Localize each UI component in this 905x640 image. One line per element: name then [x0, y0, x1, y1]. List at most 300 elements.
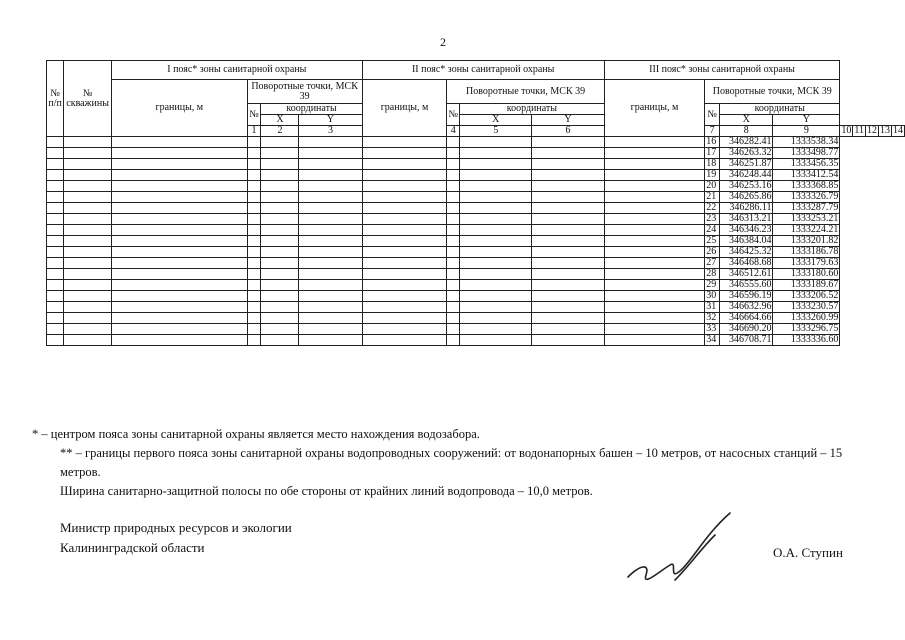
table-row	[47, 192, 905, 203]
empty-cell	[64, 181, 112, 192]
table-row	[47, 302, 905, 313]
empty-cell	[111, 236, 247, 247]
point-number-cell: 32	[705, 313, 720, 324]
empty-cell	[299, 159, 362, 170]
empty-cell	[362, 170, 447, 181]
empty-cell	[64, 203, 112, 214]
empty-cell	[299, 258, 362, 269]
empty-cell	[447, 159, 460, 170]
column-number-1: 1	[247, 126, 261, 137]
header-num-3: №	[705, 104, 720, 126]
column-number-10: 10	[841, 125, 852, 136]
empty-cell	[64, 159, 112, 170]
empty-cell	[460, 302, 532, 313]
coord-x-cell: 346253.16	[720, 181, 773, 192]
column-number-4: 4	[447, 126, 460, 137]
coord-x-cell: 346690.20	[720, 324, 773, 335]
empty-cell	[447, 214, 460, 225]
coord-y-cell: 1333368.85	[773, 181, 840, 192]
coord-y-cell: 1333498.77	[773, 148, 840, 159]
coord-x-cell: 346263.32	[720, 148, 773, 159]
coord-x-cell: 346512.61	[720, 269, 773, 280]
empty-cell	[604, 225, 705, 236]
empty-cell	[460, 203, 532, 214]
coord-x-cell: 346664.66	[720, 313, 773, 324]
empty-cell	[299, 313, 362, 324]
empty-cell	[261, 280, 299, 291]
empty-cell	[604, 236, 705, 247]
empty-cell	[247, 214, 261, 225]
coord-y-cell: 1333206.52	[773, 291, 840, 302]
empty-cell	[47, 258, 64, 269]
empty-cell	[362, 313, 447, 324]
empty-cell	[532, 159, 604, 170]
point-number-cell: 29	[705, 280, 720, 291]
empty-cell	[247, 236, 261, 247]
table-row	[47, 280, 905, 291]
table-row	[47, 203, 905, 214]
empty-cell	[362, 192, 447, 203]
empty-cell	[111, 291, 247, 302]
empty-cell	[532, 324, 604, 335]
empty-cell	[460, 335, 532, 346]
table-row	[47, 137, 905, 148]
column-number-2: 2	[261, 126, 299, 137]
empty-cell	[47, 137, 64, 148]
coord-y-cell: 1333253.21	[773, 214, 840, 225]
empty-cell	[111, 280, 247, 291]
empty-cell	[111, 192, 247, 203]
empty-cell	[299, 247, 362, 258]
empty-cell	[111, 214, 247, 225]
point-number-cell: 17	[705, 148, 720, 159]
empty-cell	[111, 170, 247, 181]
empty-cell	[460, 192, 532, 203]
empty-cell	[362, 335, 447, 346]
table-row	[47, 159, 905, 170]
empty-cell	[604, 313, 705, 324]
empty-cell	[247, 313, 261, 324]
table-row	[47, 225, 905, 236]
empty-cell	[247, 203, 261, 214]
coord-x-cell: 346384.04	[720, 236, 773, 247]
empty-cell	[64, 324, 112, 335]
empty-cell	[261, 313, 299, 324]
coord-y-cell: 1333201.82	[773, 236, 840, 247]
empty-cell	[47, 236, 64, 247]
empty-cell	[362, 225, 447, 236]
empty-cell	[111, 247, 247, 258]
empty-cell	[447, 192, 460, 203]
empty-cell	[247, 159, 261, 170]
empty-cell	[604, 170, 705, 181]
point-number-cell: 19	[705, 170, 720, 181]
coord-x-cell: 346346.23	[720, 225, 773, 236]
empty-cell	[460, 258, 532, 269]
header-points-1: Поворотные точки, МСК 39	[247, 80, 362, 104]
empty-cell	[261, 137, 299, 148]
empty-cell	[247, 247, 261, 258]
empty-cell	[247, 335, 261, 346]
empty-cell	[532, 302, 604, 313]
empty-cell	[604, 335, 705, 346]
coord-x-cell: 346468.68	[720, 258, 773, 269]
empty-cell	[247, 225, 261, 236]
empty-cell	[47, 280, 64, 291]
table-row	[47, 269, 905, 280]
empty-cell	[604, 148, 705, 159]
empty-cell	[299, 302, 362, 313]
empty-cell	[532, 225, 604, 236]
empty-cell	[460, 137, 532, 148]
empty-cell	[447, 181, 460, 192]
table-row	[47, 170, 905, 181]
empty-cell	[47, 225, 64, 236]
coord-x-cell: 346425.32	[720, 247, 773, 258]
empty-cell	[261, 203, 299, 214]
empty-cell	[299, 203, 362, 214]
coord-y-cell: 1333412.54	[773, 170, 840, 181]
empty-cell	[47, 335, 64, 346]
empty-cell	[532, 137, 604, 148]
empty-cell	[64, 258, 112, 269]
empty-cell	[299, 236, 362, 247]
point-number-cell: 21	[705, 192, 720, 203]
empty-cell	[460, 236, 532, 247]
coord-x-cell: 346265.86	[720, 192, 773, 203]
column-number-5: 5	[460, 126, 532, 137]
header-no-well: № скважины	[64, 61, 112, 137]
page-number: 2	[440, 35, 446, 49]
table-row	[47, 313, 905, 324]
empty-cell	[447, 302, 460, 313]
signer-name: О.А. Ступин	[773, 545, 843, 560]
coord-y-cell: 1333186.78	[773, 247, 840, 258]
table-row	[47, 258, 905, 269]
empty-cell	[447, 170, 460, 181]
coord-x-cell: 346286.11	[720, 203, 773, 214]
table-row	[47, 148, 905, 159]
empty-cell	[604, 302, 705, 313]
empty-cell	[47, 214, 64, 225]
sanitary-zones-table	[46, 60, 905, 346]
point-number-cell: 27	[705, 258, 720, 269]
empty-cell	[604, 181, 705, 192]
coord-x-cell: 346248.44	[720, 170, 773, 181]
empty-cell	[299, 214, 362, 225]
coord-y-cell: 1333260.99	[773, 313, 840, 324]
empty-cell	[447, 269, 460, 280]
empty-cell	[362, 137, 447, 148]
empty-cell	[604, 324, 705, 335]
point-number-cell: 20	[705, 181, 720, 192]
point-number-cell: 22	[705, 203, 720, 214]
empty-cell	[532, 214, 604, 225]
coord-y-cell: 1333287.79	[773, 203, 840, 214]
column-number-13: 13	[880, 125, 890, 136]
empty-cell	[447, 258, 460, 269]
empty-cell	[47, 192, 64, 203]
empty-cell	[64, 247, 112, 258]
coord-y-cell: 1333336.60	[773, 335, 840, 346]
empty-cell	[261, 236, 299, 247]
empty-cell	[64, 291, 112, 302]
coord-y-cell: 1333179.63	[773, 258, 840, 269]
point-number-cell: 30	[705, 291, 720, 302]
empty-cell	[247, 269, 261, 280]
empty-cell	[299, 269, 362, 280]
empty-cell	[247, 291, 261, 302]
coord-y-cell: 1333180.60	[773, 269, 840, 280]
table-row	[47, 181, 905, 192]
empty-cell	[261, 324, 299, 335]
column-number-6: 6	[532, 126, 604, 137]
column-number-12: 12	[867, 125, 877, 136]
empty-cell	[460, 225, 532, 236]
empty-cell	[460, 280, 532, 291]
header-x-2: X	[460, 115, 532, 126]
empty-cell	[111, 148, 247, 159]
column-number-3: 3	[299, 126, 362, 137]
footnotes	[32, 425, 872, 501]
empty-cell	[47, 302, 64, 313]
point-number-cell: 34	[705, 335, 720, 346]
empty-cell	[64, 302, 112, 313]
empty-cell	[261, 225, 299, 236]
point-number-cell: 31	[705, 302, 720, 313]
header-y-3: Y	[773, 115, 840, 126]
empty-cell	[460, 181, 532, 192]
empty-cell	[299, 335, 362, 346]
coord-y-cell: 1333296.75	[773, 324, 840, 335]
empty-cell	[299, 170, 362, 181]
empty-cell	[447, 280, 460, 291]
empty-cell	[532, 181, 604, 192]
empty-cell	[532, 192, 604, 203]
empty-cell	[460, 247, 532, 258]
header-coords-3: координаты	[720, 104, 840, 115]
coord-x-cell: 346282.41	[720, 137, 773, 148]
empty-cell	[247, 170, 261, 181]
empty-cell	[111, 137, 247, 148]
coord-x-cell: 346708.71	[720, 335, 773, 346]
empty-cell	[64, 269, 112, 280]
empty-cell	[64, 137, 112, 148]
column-number-9: 9	[773, 126, 840, 137]
empty-cell	[247, 192, 261, 203]
column-number-14: 14	[893, 125, 903, 136]
empty-cell	[47, 324, 64, 335]
empty-cell	[362, 181, 447, 192]
empty-cell	[247, 181, 261, 192]
empty-cell	[604, 203, 705, 214]
empty-cell	[261, 269, 299, 280]
footnote-2: ** – границы первого пояса зоны санитарной охраны водопроводных сооружений: от водонапорных башен – 10 метров, от насосных станций – 15 метров.	[60, 446, 843, 479]
empty-cell	[447, 137, 460, 148]
empty-cell	[362, 236, 447, 247]
empty-cell	[362, 269, 447, 280]
empty-cell	[47, 148, 64, 159]
column-number-8: 8	[720, 126, 773, 137]
empty-cell	[460, 313, 532, 324]
empty-cell	[604, 214, 705, 225]
empty-cell	[532, 236, 604, 247]
empty-cell	[261, 302, 299, 313]
header-num-2: №	[447, 104, 460, 126]
coord-y-cell: 1333224.21	[773, 225, 840, 236]
empty-cell	[261, 214, 299, 225]
empty-cell	[261, 192, 299, 203]
header-borders-3: границы, м	[604, 80, 705, 137]
header-num-1: №	[247, 104, 261, 126]
empty-cell	[111, 181, 247, 192]
empty-cell	[261, 181, 299, 192]
empty-cell	[261, 247, 299, 258]
empty-cell	[460, 291, 532, 302]
empty-cell	[64, 170, 112, 181]
table-row	[47, 247, 905, 258]
empty-cell	[447, 148, 460, 159]
empty-cell	[362, 214, 447, 225]
empty-cell	[247, 280, 261, 291]
empty-cell	[299, 291, 362, 302]
empty-cell	[532, 258, 604, 269]
empty-cell	[261, 148, 299, 159]
empty-cell	[532, 280, 604, 291]
footnote-3: Ширина санитарно-защитной полосы по обе стороны от крайних линий водопровода – 10,0 метров.	[60, 484, 593, 498]
header-coords-1: координаты	[261, 104, 362, 115]
empty-cell	[111, 159, 247, 170]
coord-y-cell: 1333230.57	[773, 302, 840, 313]
table-row	[47, 291, 905, 302]
empty-cell	[247, 137, 261, 148]
point-number-cell: 26	[705, 247, 720, 258]
coord-y-cell: 1333189.67	[773, 280, 840, 291]
empty-cell	[460, 148, 532, 159]
empty-cell	[447, 236, 460, 247]
header-belt-1: I пояс* зоны санитарной охраны	[111, 61, 362, 80]
empty-cell	[532, 313, 604, 324]
empty-cell	[64, 313, 112, 324]
header-belt-3: III пояс* зоны санитарной охраны	[604, 61, 840, 80]
empty-cell	[47, 181, 64, 192]
empty-cell	[299, 148, 362, 159]
empty-cell	[604, 247, 705, 258]
empty-cell	[362, 148, 447, 159]
header-borders-1: границы, м	[111, 80, 247, 137]
empty-cell	[47, 269, 64, 280]
header-coords-2: координаты	[460, 104, 605, 115]
empty-cell	[47, 247, 64, 258]
table-row	[47, 324, 905, 335]
empty-cell	[111, 302, 247, 313]
header-points-2: Поворотные точки, МСК 39	[447, 80, 604, 104]
header-belt-2: II пояс* зоны санитарной охраны	[362, 61, 604, 80]
point-number-cell: 23	[705, 214, 720, 225]
empty-cell	[604, 269, 705, 280]
empty-cell	[247, 258, 261, 269]
empty-cell	[47, 159, 64, 170]
empty-cell	[247, 302, 261, 313]
header-y-1: Y	[299, 115, 362, 126]
empty-cell	[64, 214, 112, 225]
point-number-cell: 16	[705, 137, 720, 148]
empty-cell	[111, 258, 247, 269]
empty-cell	[447, 247, 460, 258]
empty-cell	[362, 324, 447, 335]
empty-cell	[111, 313, 247, 324]
empty-cell	[299, 181, 362, 192]
footnote-1: * – центром пояса зоны санитарной охраны является место нахождения водозабора.	[32, 427, 480, 441]
empty-cell	[261, 170, 299, 181]
empty-cell	[447, 313, 460, 324]
empty-cell	[64, 148, 112, 159]
coord-x-cell: 346251.87	[720, 159, 773, 170]
empty-cell	[532, 148, 604, 159]
handwritten-signature	[620, 505, 740, 595]
empty-cell	[604, 258, 705, 269]
empty-cell	[460, 170, 532, 181]
column-number-11: 11	[854, 125, 864, 136]
empty-cell	[47, 291, 64, 302]
header-y-2: Y	[532, 115, 604, 126]
empty-cell	[47, 313, 64, 324]
point-number-cell: 28	[705, 269, 720, 280]
empty-cell	[532, 247, 604, 258]
empty-cell	[111, 203, 247, 214]
empty-cell	[460, 159, 532, 170]
coord-y-cell: 1333326.79	[773, 192, 840, 203]
empty-cell	[64, 280, 112, 291]
empty-cell	[604, 291, 705, 302]
empty-cell	[604, 159, 705, 170]
empty-cell	[362, 258, 447, 269]
header-x-1: X	[261, 115, 299, 126]
point-number-cell: 25	[705, 236, 720, 247]
empty-cell	[460, 269, 532, 280]
coord-x-cell: 346555.60	[720, 280, 773, 291]
empty-cell	[362, 280, 447, 291]
empty-cell	[111, 335, 247, 346]
empty-cell	[64, 225, 112, 236]
column-number-7: 7	[705, 126, 720, 137]
empty-cell	[111, 225, 247, 236]
empty-cell	[261, 159, 299, 170]
empty-cell	[447, 291, 460, 302]
coord-x-cell: 346596.19	[720, 291, 773, 302]
table-row	[47, 214, 905, 225]
point-number-cell: 33	[705, 324, 720, 335]
coord-y-cell: 1333456.35	[773, 159, 840, 170]
empty-cell	[532, 291, 604, 302]
empty-cell	[362, 203, 447, 214]
empty-cell	[299, 280, 362, 291]
empty-cell	[604, 280, 705, 291]
point-number-cell: 24	[705, 225, 720, 236]
empty-cell	[362, 247, 447, 258]
empty-cell	[64, 335, 112, 346]
empty-cell	[111, 269, 247, 280]
table-row	[47, 236, 905, 247]
signatory-position	[60, 518, 292, 558]
position-line-1: Министр природных ресурсов и экологии	[60, 520, 292, 535]
header-x-3: X	[720, 115, 773, 126]
empty-cell	[447, 335, 460, 346]
empty-cell	[261, 291, 299, 302]
empty-cell	[47, 203, 64, 214]
table-row	[47, 335, 905, 346]
empty-cell	[362, 159, 447, 170]
